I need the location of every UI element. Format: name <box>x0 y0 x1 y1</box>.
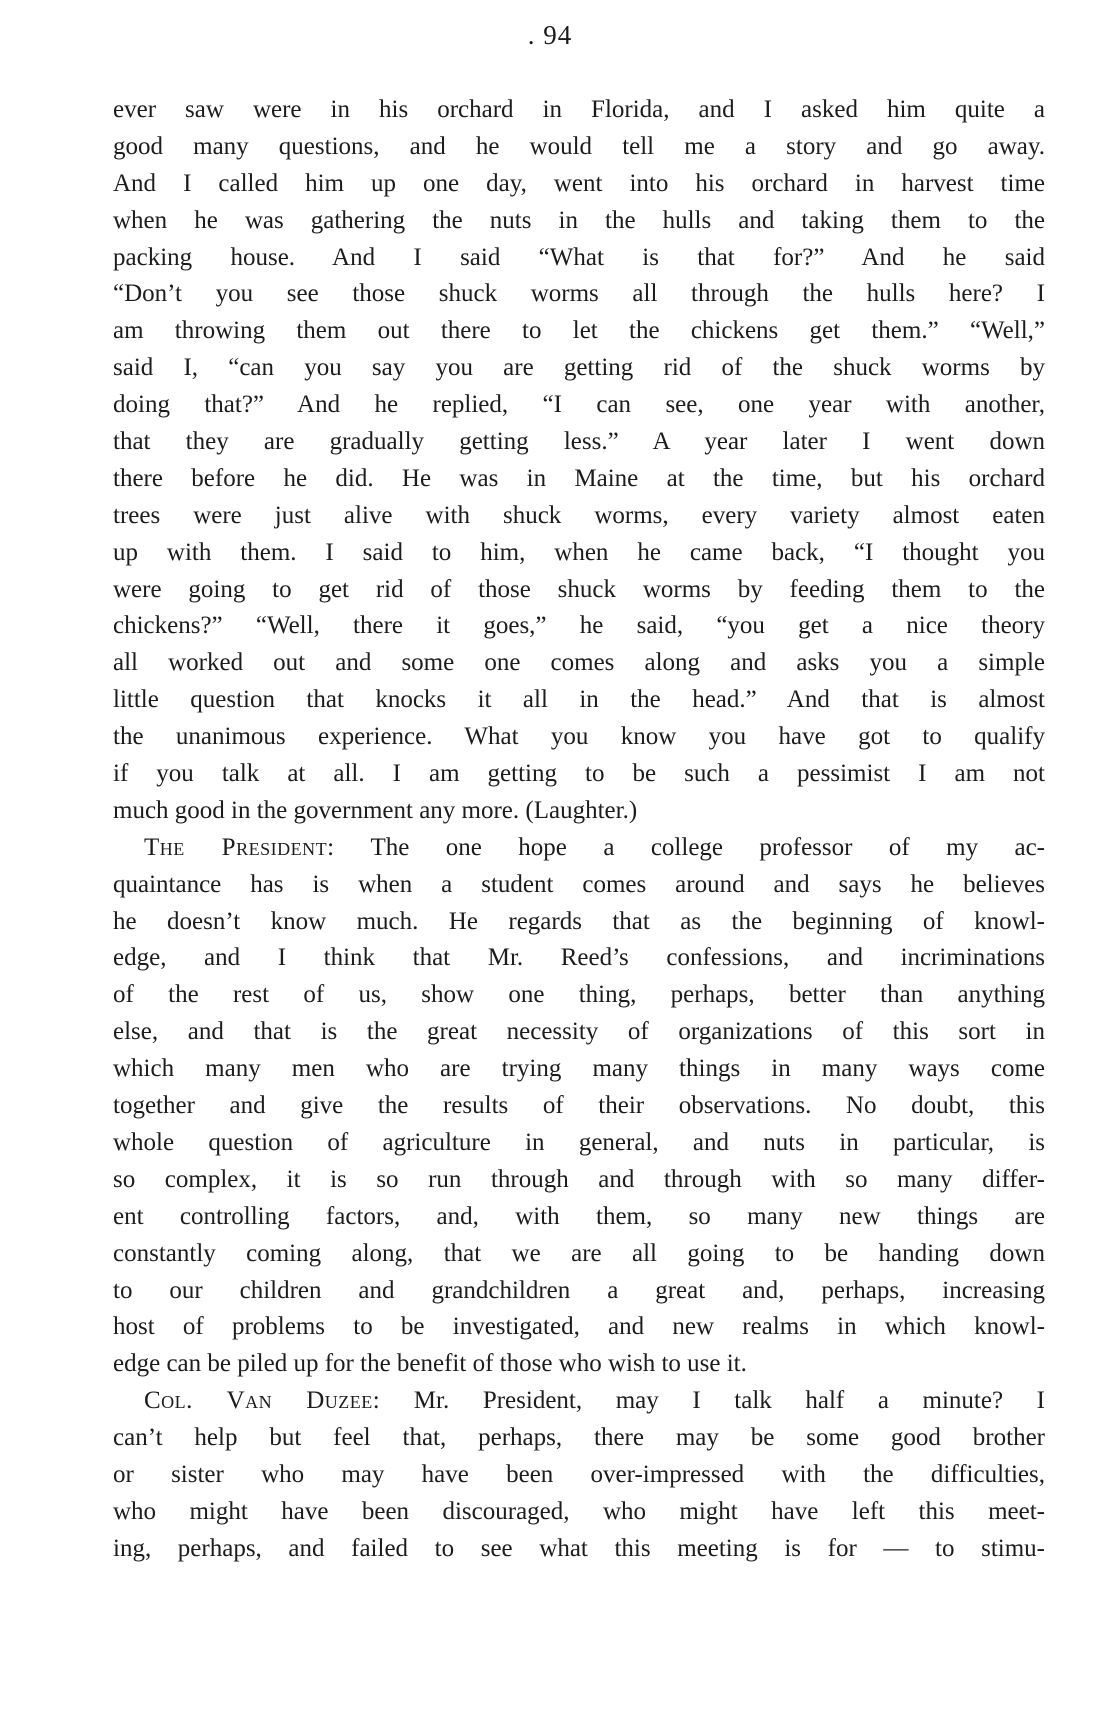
line-text: ent controlling factors, and, with them, so many new things are <box>113 1202 1045 1230</box>
text-line <box>113 940 1045 977</box>
text-line <box>113 498 1045 535</box>
line-text: can’t help but feel that, perhaps, there may be some good brother <box>113 1424 1045 1452</box>
speaker-name: Col. Van Duzee: <box>144 1387 381 1415</box>
line-text: together and give the results of their observations. No doubt, this <box>113 1092 1045 1120</box>
line-text: quaintance has is when a student comes around and says he believes <box>113 870 1045 898</box>
line-text: there before he did. He was in Maine at the time, but his orchard <box>113 464 1045 492</box>
text-line <box>113 1051 1045 1088</box>
text-line <box>113 203 1045 240</box>
line-text: to our children and grandchildren a great and, perhaps, increasing <box>113 1276 1045 1304</box>
line-text: ever saw were in his orchard in Florida, and I asked him quite a <box>113 96 1045 123</box>
line-text: whole question of agriculture in general, and nuts in particular, is <box>113 1128 1045 1156</box>
text-line <box>113 977 1045 1014</box>
text-line <box>113 904 1045 941</box>
text-line <box>113 867 1045 904</box>
text-line <box>113 1420 1045 1457</box>
speaker-name: The President: <box>144 833 335 861</box>
line-text: of the rest of us, show one thing, perhaps, better than anything <box>113 981 1045 1009</box>
text-line <box>113 1457 1045 1494</box>
line-text: chickens?” “Well, there it goes,” he said, “you get a nice theory <box>113 612 1045 640</box>
text-line <box>113 756 1045 793</box>
line-text: the unanimous experience. What you know you have got to qualify <box>113 723 1045 751</box>
line-text: if you talk at all. I am getting to be such a pessimist I am not <box>113 760 1045 788</box>
text-line <box>113 166 1045 203</box>
page-number: . 94 <box>527 20 573 50</box>
line-text: were going to get rid of those shuck worms by feeding them to the <box>113 575 1045 603</box>
line-text: good many questions, and he would tell me a story and go away. <box>113 132 1045 160</box>
line-text: which many men who are trying many things in many ways come <box>113 1055 1045 1083</box>
text-line <box>113 240 1045 277</box>
text-line <box>113 313 1045 350</box>
text-line <box>113 92 1045 129</box>
text-line <box>113 1309 1045 1346</box>
line-text: else, and that is the great necessity of organizations of this sort in <box>113 1018 1045 1046</box>
text-line <box>113 1273 1045 1310</box>
text-line <box>113 535 1045 572</box>
text-line <box>113 682 1045 719</box>
text-line <box>113 1494 1045 1531</box>
speaker-line <box>113 830 1045 867</box>
line-text: little question that knocks it all in the head.” And that is almost <box>113 686 1045 714</box>
line-text: that they are gradually getting less.” A year later I went down <box>113 428 1045 456</box>
line-text: constantly coming along, that we are all going to be handing down <box>113 1239 1045 1267</box>
text-line <box>113 645 1045 682</box>
speaker-line <box>113 1383 1045 1420</box>
line-text: am throwing them out there to let the chickens get them.” “Well,” <box>113 317 1045 345</box>
line-text: ing, perhaps, and failed to see what this meeting is for — to stimu- <box>113 1534 1045 1562</box>
text-line <box>113 608 1045 645</box>
line-text: host of problems to be investigated, and new realms in which knowl- <box>113 1313 1045 1341</box>
line-text: doing that?” And he replied, “I can see, one year with another, <box>113 391 1045 419</box>
line-text: much good in the government any more. (Laughter.) <box>113 796 638 824</box>
text-line <box>113 1088 1045 1125</box>
line-text: trees were just alive with shuck worms, every variety almost eaten <box>113 501 1045 529</box>
body-text <box>113 92 1045 1568</box>
line-text: all worked out and some one comes along and asks you a simple <box>113 649 1045 677</box>
text-line <box>113 1531 1045 1568</box>
text-line <box>113 793 1045 830</box>
line-text: edge can be piled up for the benefit of those who wish to use it. <box>113 1350 747 1378</box>
text-line <box>113 1236 1045 1273</box>
line-text: he doesn’t know much. He regards that as the beginning of knowl- <box>113 907 1045 935</box>
line-text: The one hope a college professor of my ac- <box>334 833 1046 861</box>
text-line <box>113 719 1045 756</box>
line-text: up with them. I said to him, when he came back, “I thought you <box>113 538 1045 566</box>
text-line <box>113 1199 1045 1236</box>
line-text: And I called him up one day, went into his orchard in harvest time <box>113 169 1045 197</box>
line-text: Mr. President, may I talk half a minute? I <box>380 1387 1045 1415</box>
line-text: or sister who may have been over-impressed with the difficulties, <box>113 1460 1045 1488</box>
line-text: said I, “can you say you are getting rid of the shuck worms by <box>113 354 1045 382</box>
text-line <box>113 424 1045 461</box>
text-line <box>113 350 1045 387</box>
line-text: edge, and I think that Mr. Reed’s confessions, and incriminations <box>113 944 1045 972</box>
line-text: so complex, it is so run through and through with so many differ- <box>113 1165 1045 1193</box>
line-text: who might have been discouraged, who might have left this meet- <box>113 1497 1045 1525</box>
text-line <box>113 461 1045 498</box>
text-line <box>113 129 1045 166</box>
text-line <box>113 1014 1045 1051</box>
text-line <box>113 1346 1045 1383</box>
text-line <box>113 1125 1045 1162</box>
text-line <box>113 276 1045 313</box>
text-line <box>113 387 1045 424</box>
line-text: when he was gathering the nuts in the hulls and taking them to the <box>113 206 1045 234</box>
text-line <box>113 1162 1045 1199</box>
line-text: “Don’t you see those shuck worms all through the hulls here? I <box>113 280 1045 308</box>
line-text: packing house. And I said “What is that for?” And he said <box>113 243 1045 271</box>
text-line <box>113 572 1045 609</box>
